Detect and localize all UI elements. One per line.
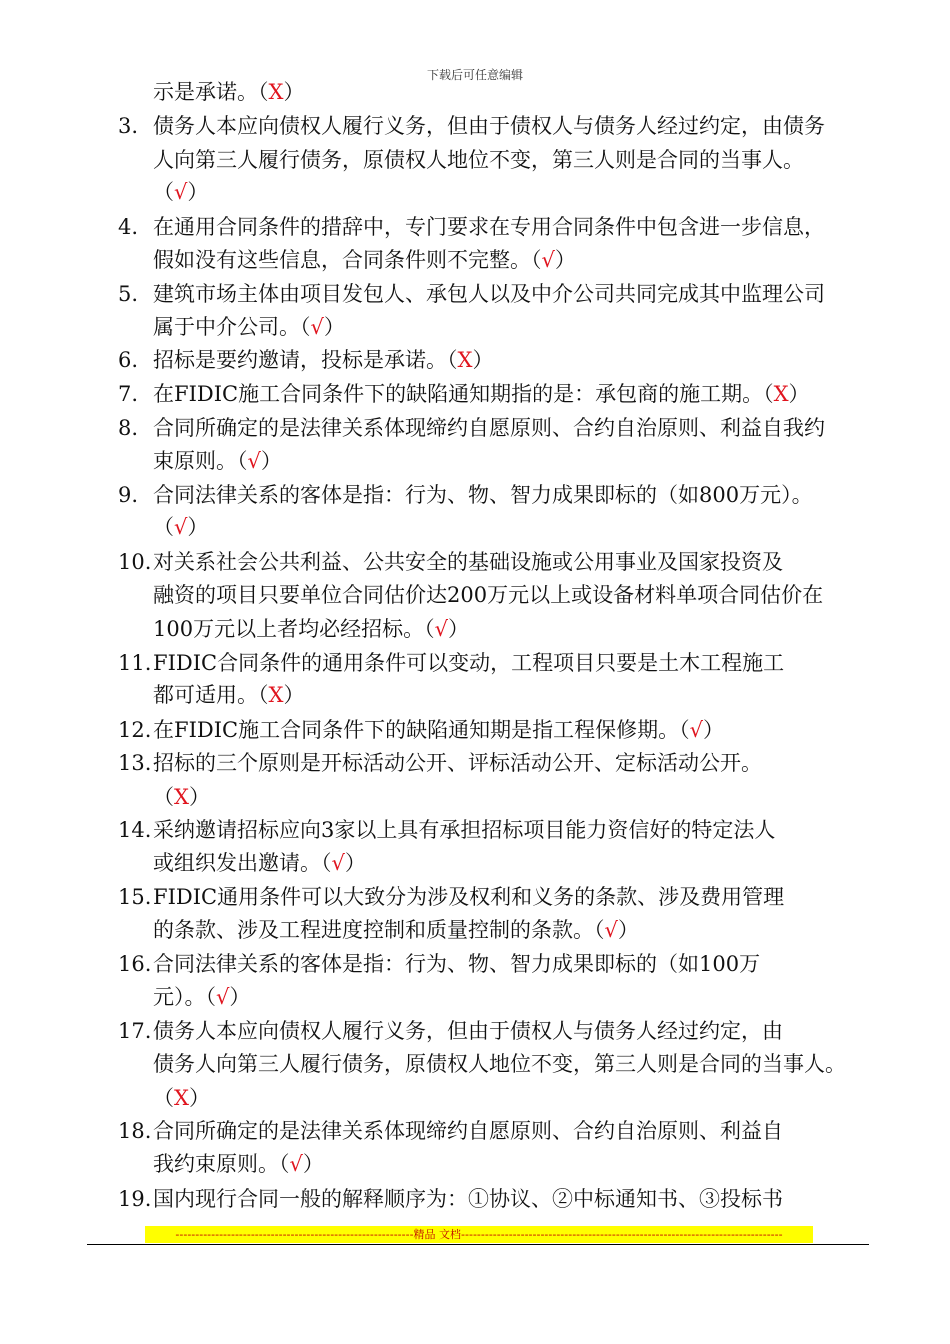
- statement-line: [153, 983, 250, 1011]
- statement-line: [153, 1084, 210, 1112]
- statement-text: 在FIDIC施工合同条件下的缺陷通知期指的是：承包商的施工期。（: [153, 382, 774, 406]
- statement-text: （: [153, 785, 174, 809]
- statement-text: 元）。（: [153, 985, 216, 1009]
- header-note: 下载后可任意编辑: [426, 68, 523, 82]
- statement-text: 合同法律关系的客体是指：行为、物、智力成果即标的（如800万元）。: [153, 483, 813, 507]
- statement-text: 或组织发出邀请。（: [153, 851, 332, 875]
- statement-text: 对关系社会公共利益、公共安全的基础设施或公用事业及国家投资及: [153, 550, 783, 574]
- true-mark: √: [247, 449, 261, 473]
- statement-line: [153, 1017, 783, 1045]
- false-mark: X: [773, 382, 789, 406]
- closing-paren: ）: [447, 617, 469, 641]
- item-number: 5.: [118, 282, 139, 306]
- closing-paren: ）: [554, 248, 576, 272]
- statement-text: 示是承诺。（: [153, 80, 269, 104]
- statement-text: 建筑市场主体由项目发包人、承包人以及中介公司共同完成其中监理公司: [153, 282, 825, 306]
- statement-line: [153, 313, 345, 341]
- false-mark: X: [174, 1086, 189, 1110]
- statement-text: 在通用合同条件的措辞中，专门要求在专用合同条件中包含进一步信息，: [153, 215, 825, 239]
- closing-paren: ）: [188, 1086, 210, 1110]
- true-mark: √: [434, 617, 448, 641]
- statement-line: [153, 783, 210, 811]
- true-mark: √: [541, 248, 555, 272]
- statement-text: 都可适用。（: [153, 683, 269, 707]
- item-number: 10.: [118, 550, 152, 574]
- statement-line: [153, 414, 825, 442]
- item-number: 15.: [118, 885, 152, 909]
- closing-paren: ）: [187, 515, 209, 539]
- statement-text: 的条款、涉及工程进度控制和质量控制的条款。（: [153, 918, 605, 942]
- statement-text: 束原则。（: [153, 449, 248, 473]
- statement-line: [153, 213, 825, 241]
- statement-line: [153, 1150, 324, 1178]
- item-number: 17.: [118, 1019, 152, 1043]
- statement-line: [153, 883, 784, 911]
- closing-paren: ）: [187, 180, 209, 204]
- statement-text: 融资的项目只要单位合同估价达200万元以上或设备材料单项合同估价在: [153, 583, 824, 607]
- statement-text: 假如没有这些信息，合同条件则不完整。（: [153, 248, 542, 272]
- statement-text: 人向第三人履行债务，原债权人地位不变，第三人则是合同的当事人。: [153, 148, 804, 172]
- closing-paren: ）: [702, 718, 724, 742]
- statement-line: [153, 716, 724, 744]
- item-number: 14.: [118, 818, 152, 842]
- statement-line: [153, 346, 493, 374]
- statement-text: 我约束原则。（: [153, 1152, 290, 1176]
- item-number: 16.: [118, 952, 152, 976]
- closing-paren: ）: [472, 348, 494, 372]
- true-mark: √: [604, 918, 618, 942]
- statement-text: （: [153, 515, 174, 539]
- statement-line: [153, 1185, 783, 1213]
- statement-line: [153, 849, 366, 877]
- statement-line: [153, 749, 762, 777]
- footer-divider: [87, 1244, 869, 1245]
- item-number: 6.: [118, 348, 139, 372]
- statement-text: 债务人本应向债权人履行义务，但由于债权人与债务人经过约定，由债务: [153, 114, 825, 138]
- closing-paren: ）: [188, 785, 210, 809]
- item-number: 8.: [118, 416, 139, 440]
- statement-text: 采纳邀请招标应向3家以上具有承担招标项目能力资信好的特定法人: [153, 818, 776, 842]
- statement-line: [153, 178, 208, 206]
- statement-line: [153, 280, 825, 308]
- statement-line: [153, 1117, 783, 1145]
- statement-line: [153, 78, 304, 106]
- statement-text: 在FIDIC施工合同条件下的缺陷通知期是指工程保修期。（: [153, 718, 690, 742]
- statement-text: 国内现行合同一般的解释顺序为：①协议、②中标通知书、③投标书: [153, 1187, 783, 1211]
- item-number: 9.: [118, 483, 139, 507]
- closing-paren: ）: [283, 683, 305, 707]
- item-number: 13.: [118, 751, 152, 775]
- statement-line: [153, 950, 760, 978]
- item-number: 3.: [118, 114, 139, 138]
- item-number: 11.: [118, 651, 152, 675]
- statement-text: 属于中介公司。（: [153, 315, 311, 339]
- closing-paren: ）: [260, 449, 282, 473]
- statement-line: [153, 513, 208, 541]
- true-mark: √: [174, 180, 188, 204]
- false-mark: X: [268, 683, 284, 707]
- false-mark: X: [268, 80, 284, 104]
- item-number: 7.: [118, 382, 139, 406]
- true-mark: √: [289, 1152, 303, 1176]
- closing-paren: ）: [229, 985, 251, 1009]
- statement-text: （: [153, 180, 174, 204]
- closing-paren: ）: [344, 851, 366, 875]
- true-mark: √: [216, 985, 230, 1009]
- item-number: 19.: [118, 1187, 152, 1211]
- true-mark: √: [331, 851, 345, 875]
- statement-line: [153, 548, 783, 576]
- statement-line: [153, 1050, 846, 1078]
- statement-line: [153, 816, 775, 844]
- true-mark: √: [310, 315, 324, 339]
- statement-text: 招标的三个原则是开标活动公开、评标活动公开、定标活动公开。: [153, 751, 762, 775]
- statement-text: 100万元以上者均必经招标。（: [153, 617, 435, 641]
- statement-line: [153, 681, 304, 709]
- statement-text: FIDIC通用条件可以大致分为涉及权利和义务的条款、涉及费用管理: [153, 885, 785, 909]
- item-number: 4.: [118, 215, 139, 239]
- closing-paren: ）: [302, 1152, 324, 1176]
- true-mark: √: [174, 515, 188, 539]
- statement-line: [153, 916, 639, 944]
- closing-paren: ）: [788, 382, 810, 406]
- statement-text: 债务人向第三人履行债务，原债权人地位不变，第三人则是合同的当事人。: [153, 1052, 846, 1076]
- statement-line: [153, 447, 282, 475]
- statement-line: [153, 649, 784, 677]
- closing-paren: ）: [617, 918, 639, 942]
- true-mark: √: [689, 718, 703, 742]
- closing-paren: ）: [283, 80, 305, 104]
- footer-banner: ------------------------------------------------------------精品 文档---------------------------------------------------------------------------------: [145, 1226, 813, 1243]
- statement-line: [153, 615, 469, 643]
- statement-line: [153, 112, 825, 140]
- statement-line: [153, 380, 810, 408]
- statement-line: [153, 481, 813, 509]
- item-number: 18.: [118, 1119, 152, 1143]
- statement-text: 合同所确定的是法律关系体现缔约自愿原则、合约自治原则、利益自: [153, 1119, 783, 1143]
- false-mark: X: [174, 785, 189, 809]
- statement-text: （: [153, 1086, 174, 1110]
- statement-text: 合同所确定的是法律关系体现缔约自愿原则、合约自治原则、利益自我约: [153, 416, 825, 440]
- statement-line: [153, 581, 823, 609]
- statement-text: FIDIC合同条件的通用条件可以变动，工程项目只要是土木工程施工: [153, 651, 785, 675]
- statement-text: 合同法律关系的客体是指：行为、物、智力成果即标的（如100万: [153, 952, 761, 976]
- statement-line: [153, 246, 576, 274]
- statement-line: [153, 146, 804, 174]
- statement-text: 招标是要约邀请，投标是承诺。（: [153, 348, 458, 372]
- false-mark: X: [457, 348, 473, 372]
- item-number: 12.: [118, 718, 152, 742]
- closing-paren: ）: [323, 315, 345, 339]
- statement-text: 债务人本应向债权人履行义务，但由于债权人与债务人经过约定，由: [153, 1019, 783, 1043]
